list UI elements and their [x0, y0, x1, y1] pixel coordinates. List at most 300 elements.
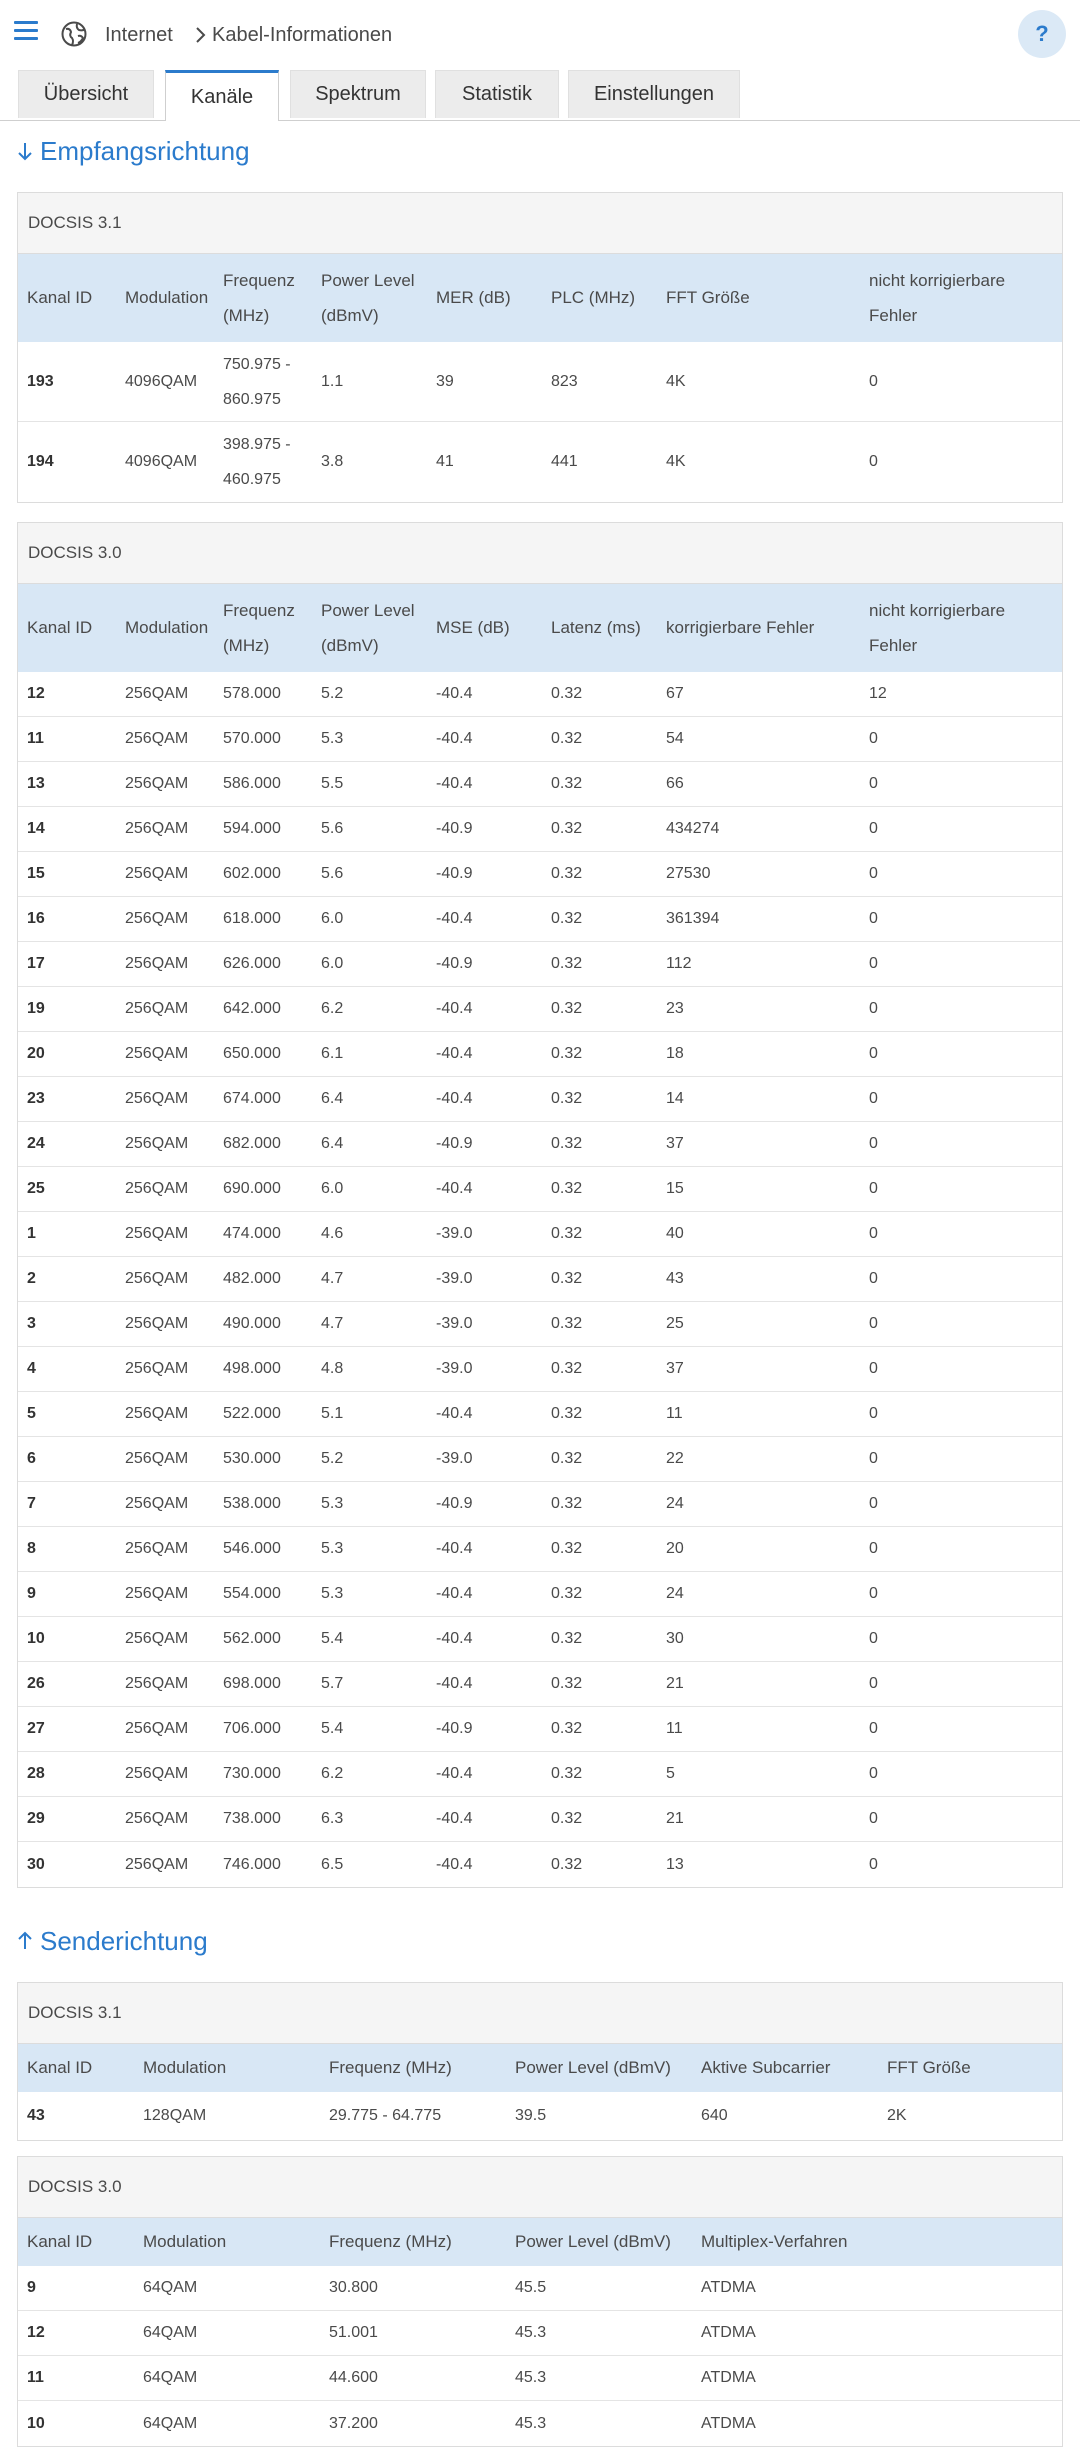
table-cell: 0.32 — [551, 1585, 583, 1602]
table-cell: 17 — [27, 955, 45, 972]
table-cell: 28 — [27, 1765, 45, 1782]
table-cell: 474.000 — [223, 1225, 281, 1242]
table-cell: -39.0 — [436, 1225, 473, 1242]
table-cell: -40.9 — [436, 820, 473, 837]
table-cell: 0.32 — [551, 775, 583, 792]
table-cell: 0.32 — [551, 1000, 583, 1017]
table-cell: 24 — [666, 1585, 684, 1602]
table-cell: 6 — [27, 1450, 36, 1467]
table-cell: 256QAM — [125, 730, 189, 747]
table-cell: 256QAM — [125, 1585, 189, 1602]
table-cell: 0 — [869, 1180, 878, 1197]
table-cell: 640 — [701, 2107, 728, 2124]
table-cell: 21 — [666, 1675, 684, 1692]
table-cell: 7 — [27, 1495, 36, 1512]
table-cell: -40.4 — [436, 730, 473, 747]
table-cell: 0.32 — [551, 865, 583, 882]
table-row — [18, 942, 1062, 987]
table-cell: 45.3 — [515, 2369, 547, 2386]
table-cell: 256QAM — [125, 1135, 189, 1152]
table-cell: 43 — [27, 2107, 45, 2124]
table-row — [18, 1572, 1062, 1617]
column-header: FFT Größe — [887, 2058, 971, 2077]
table-cell: 4.7 — [321, 1270, 344, 1287]
table-row — [18, 2401, 1062, 2446]
table-cell: -39.0 — [436, 1315, 473, 1332]
column-header: Frequenz (MHz) — [223, 271, 295, 325]
column-header: Frequenz (MHz) — [223, 601, 295, 655]
table-cell: 256QAM — [125, 1675, 189, 1692]
table-cell: 0.32 — [551, 1180, 583, 1197]
table-row — [18, 342, 1062, 422]
table-cell: 674.000 — [223, 1090, 281, 1107]
table-body — [18, 2092, 1062, 2140]
table-cell: 30 — [666, 1630, 684, 1647]
table-cell: 14 — [666, 1090, 684, 1107]
table-cell: -40.4 — [436, 1405, 473, 1422]
table-cell: 5.7 — [321, 1675, 344, 1692]
column-header: FFT Größe — [666, 288, 750, 307]
table-cell: 0 — [869, 1540, 878, 1557]
table-row — [18, 2311, 1062, 2356]
table-cell: 0 — [869, 1135, 878, 1152]
table-cell: 5.3 — [321, 1585, 344, 1602]
table-cell: 0 — [869, 955, 878, 972]
table-cell: 0 — [869, 730, 878, 747]
table-cell: 2K — [887, 2107, 907, 2124]
table-cell: 30.800 — [329, 2279, 378, 2296]
table-row — [18, 2356, 1062, 2401]
table-cell: -40.4 — [436, 1000, 473, 1017]
table-header — [18, 2218, 1062, 2266]
table-cell: 40 — [666, 1225, 684, 1242]
table-cell: 0 — [869, 1495, 878, 1512]
table-cell: 10 — [27, 2414, 45, 2432]
table-cell: 0.32 — [551, 1270, 583, 1287]
table-cell: -40.9 — [436, 865, 473, 882]
tab-kanaele[interactable]: Kanäle — [165, 70, 279, 121]
column-header: Modulation — [125, 618, 209, 637]
table-cell: 39.5 — [515, 2107, 547, 2124]
table-row — [18, 2266, 1062, 2311]
table-cell: 15 — [27, 865, 45, 882]
table-row — [18, 1347, 1062, 1392]
table-row — [18, 987, 1062, 1032]
table-cell: 9 — [27, 2279, 36, 2296]
table-cell: 25 — [27, 1180, 45, 1197]
column-header: Power Level (dBmV) — [321, 601, 415, 655]
table-body — [18, 342, 1062, 502]
column-header: Power Level (dBmV) — [515, 2058, 671, 2077]
table-cell: 361394 — [666, 910, 720, 927]
table-cell: 256QAM — [125, 1720, 189, 1737]
table-row — [18, 1482, 1062, 1527]
table-cell: 14 — [27, 820, 45, 837]
table-cell: 0 — [869, 1810, 878, 1827]
table-cell: 570.000 — [223, 730, 281, 747]
table-cell: 25 — [666, 1315, 684, 1332]
table-cell: 64QAM — [143, 2369, 198, 2386]
table-cell: 2 — [27, 1270, 36, 1287]
table-cell: ATDMA — [701, 2279, 756, 2296]
table-cell: 0.32 — [551, 910, 583, 927]
table-row — [18, 2092, 1062, 2140]
table-cell: 256QAM — [125, 1855, 189, 1873]
section-upstream-title: Senderichtung — [40, 1926, 208, 1956]
table-cell: 490.000 — [223, 1315, 281, 1332]
table-cell: 750.975 - 860.975 — [223, 355, 291, 408]
table-row — [18, 1617, 1062, 1662]
table-cell: -40.4 — [436, 1810, 473, 1827]
table-cell: 5 — [27, 1405, 36, 1422]
table-cell: 256QAM — [125, 775, 189, 792]
table-cell: -39.0 — [436, 1360, 473, 1377]
table-cell: 6.3 — [321, 1810, 344, 1827]
table-cell: 626.000 — [223, 955, 281, 972]
table-cell: -39.0 — [436, 1450, 473, 1467]
table-cell: -40.4 — [436, 1045, 473, 1062]
table-cell: 11 — [666, 1720, 683, 1737]
table-row — [18, 852, 1062, 897]
table-cell: 0 — [869, 453, 878, 470]
table-cell: 193 — [27, 372, 54, 390]
table-cell: 5.4 — [321, 1630, 344, 1647]
table-header — [18, 584, 1062, 672]
tab-einstellungen[interactable]: Einstellungen — [568, 70, 740, 118]
table-cell: 0 — [869, 1270, 878, 1287]
table-cell: 5.3 — [321, 730, 344, 747]
table-cell: 5.6 — [321, 865, 344, 882]
table-cell: 5 — [666, 1765, 675, 1782]
table-cell: 13 — [27, 775, 45, 792]
table-cell: 256QAM — [125, 820, 189, 837]
table-cell: 8 — [27, 1540, 36, 1557]
table-cell: 4096QAM — [125, 453, 198, 470]
group-title: DOCSIS 3.0 — [18, 522, 1062, 584]
table-cell: 3.8 — [321, 453, 344, 470]
table-cell: 51.001 — [329, 2324, 378, 2341]
table-cell: 0.32 — [551, 1855, 583, 1873]
table-cell: 12 — [869, 685, 887, 702]
table-cell: 642.000 — [223, 1000, 281, 1017]
column-header: MER (dB) — [436, 288, 511, 307]
table-cell: 30 — [27, 1855, 45, 1873]
table-cell: 6.5 — [321, 1855, 344, 1873]
table-cell: 0 — [869, 372, 878, 390]
table-cell: 441 — [551, 453, 578, 470]
table-cell: 6.0 — [321, 955, 344, 972]
table-cell: -40.4 — [436, 910, 473, 927]
table-cell: -40.4 — [436, 685, 473, 702]
table-cell: 5.2 — [321, 1450, 344, 1467]
table-cell: 11 — [27, 730, 44, 747]
table-cell: 0 — [869, 1045, 878, 1062]
column-header: Latenz (ms) — [551, 618, 641, 637]
table-cell: 0.32 — [551, 1675, 583, 1692]
table-row — [18, 1302, 1062, 1347]
top-bar — [0, 0, 1080, 70]
table-row — [18, 422, 1062, 502]
menu-icon[interactable] — [14, 21, 38, 41]
table-cell: 45.3 — [515, 2324, 547, 2341]
table-cell: 194 — [27, 453, 54, 470]
group-title: DOCSIS 3.1 — [18, 1982, 1062, 2044]
column-header: Modulation — [125, 288, 209, 307]
column-header: MSE (dB) — [436, 618, 510, 637]
table-cell: 5.4 — [321, 1720, 344, 1737]
table-cell: 4.6 — [321, 1225, 344, 1242]
table-cell: 256QAM — [125, 1315, 189, 1332]
table-cell: 398.975 - 460.975 — [223, 436, 291, 488]
column-header: nicht korrigierbare Fehler — [869, 601, 1006, 655]
table-cell: -40.4 — [436, 1180, 473, 1197]
table-cell: 0 — [869, 1315, 878, 1332]
table-cell: 618.000 — [223, 910, 281, 927]
table-cell: 66 — [666, 775, 684, 792]
table-cell: 256QAM — [125, 865, 189, 882]
table-cell: 0 — [869, 1225, 878, 1242]
table-cell: 256QAM — [125, 685, 189, 702]
table-cell: 128QAM — [143, 2107, 207, 2124]
table-cell: 546.000 — [223, 1540, 281, 1557]
table-cell: 0.32 — [551, 1135, 583, 1152]
table-cell: 22 — [666, 1450, 684, 1467]
table-cell: -40.4 — [436, 1585, 473, 1602]
table-cell: 0 — [869, 1630, 878, 1647]
table-cell: 64QAM — [143, 2324, 198, 2341]
table-cell: 530.000 — [223, 1450, 281, 1467]
column-header: Kanal ID — [27, 2232, 93, 2251]
table-cell: 256QAM — [125, 1225, 189, 1242]
table-cell: 0.32 — [551, 955, 583, 972]
table-cell: -40.9 — [436, 955, 473, 972]
table-cell: 0.32 — [551, 1720, 583, 1737]
table-cell: 256QAM — [125, 1000, 189, 1017]
table-cell: 0 — [869, 1450, 878, 1467]
table-row — [18, 1437, 1062, 1482]
table-cell: 0.32 — [551, 1225, 583, 1242]
table-cell: 6.4 — [321, 1135, 344, 1152]
table-cell: 24 — [666, 1495, 684, 1512]
column-header: Power Level (dBmV) — [515, 2232, 671, 2251]
downstream-docsis30-table — [17, 522, 1063, 1888]
table-cell: 0 — [869, 1000, 878, 1017]
table-cell: 0.32 — [551, 820, 583, 837]
table-cell: 0 — [869, 1585, 878, 1602]
table-cell: -40.9 — [436, 1495, 473, 1512]
table-cell: 0.32 — [551, 1450, 583, 1467]
table-cell: 37 — [666, 1135, 684, 1152]
column-header: Multiplex-Verfahren — [701, 2232, 848, 2251]
table-cell: 6.0 — [321, 910, 344, 927]
table-cell: 13 — [666, 1855, 684, 1873]
table-cell: 4096QAM — [125, 372, 198, 390]
table-cell: 482.000 — [223, 1270, 281, 1287]
table-cell: 24 — [27, 1135, 45, 1152]
table-cell: 682.000 — [223, 1135, 281, 1152]
tab-uebersicht[interactable]: Übersicht — [18, 70, 154, 118]
table-row — [18, 1257, 1062, 1302]
column-header: Kanal ID — [27, 288, 93, 307]
downstream-docsis31-table — [17, 192, 1063, 503]
column-header: Modulation — [143, 2058, 227, 2077]
table-cell: 256QAM — [125, 1090, 189, 1107]
table-cell: 23 — [27, 1090, 45, 1107]
table-cell: 54 — [666, 730, 684, 747]
table-cell: 0.32 — [551, 1360, 583, 1377]
table-cell: 538.000 — [223, 1495, 281, 1512]
table-header — [18, 254, 1062, 342]
table-cell: 5.3 — [321, 1540, 344, 1557]
table-cell: 4.7 — [321, 1315, 344, 1332]
table-cell: 0.32 — [551, 1540, 583, 1557]
table-cell: 5.2 — [321, 685, 344, 702]
column-header: Power Level (dBmV) — [321, 271, 415, 325]
table-cell: 26 — [27, 1675, 45, 1692]
column-header: PLC (MHz) — [551, 288, 636, 307]
table-cell: 256QAM — [125, 1450, 189, 1467]
table-cell: -40.4 — [436, 1675, 473, 1692]
table-cell: -40.4 — [436, 1090, 473, 1107]
section-downstream-title: Empfangsrichtung — [40, 136, 250, 166]
table-cell: 0 — [869, 1675, 878, 1692]
table-cell: 0 — [869, 1765, 878, 1782]
table-cell: 16 — [27, 910, 45, 927]
table-cell: 64QAM — [143, 2279, 198, 2296]
table-cell: 0.32 — [551, 1630, 583, 1647]
page-title: Kabel-Informationen — [212, 24, 393, 46]
table-cell: 23 — [666, 1000, 684, 1017]
table-row — [18, 1752, 1062, 1797]
table-cell: 586.000 — [223, 775, 281, 792]
table-row — [18, 1392, 1062, 1437]
table-cell: 6.2 — [321, 1000, 344, 1017]
table-cell: 5.5 — [321, 775, 344, 792]
table-cell: -40.4 — [436, 1540, 473, 1557]
tab-spektrum[interactable]: Spektrum — [290, 70, 426, 118]
table-cell: 602.000 — [223, 865, 281, 882]
table-cell: 44.600 — [329, 2369, 378, 2386]
table-cell: 256QAM — [125, 1270, 189, 1287]
table-cell: 256QAM — [125, 1360, 189, 1377]
table-cell: 0.32 — [551, 1405, 583, 1422]
table-cell: 698.000 — [223, 1675, 281, 1692]
table-row — [18, 807, 1062, 852]
table-cell: 0 — [869, 1090, 878, 1107]
table-cell: 0.32 — [551, 730, 583, 747]
help-button[interactable]: ? — [1018, 10, 1066, 58]
table-cell: -40.4 — [436, 775, 473, 792]
table-cell: 41 — [436, 453, 454, 470]
table-cell: ATDMA — [701, 2324, 756, 2341]
table-cell: 650.000 — [223, 1045, 281, 1062]
table-body — [18, 672, 1062, 1887]
table-cell: 746.000 — [223, 1855, 281, 1873]
table-cell: 112 — [666, 955, 692, 972]
table-cell: 0.32 — [551, 1495, 583, 1512]
table-row — [18, 1032, 1062, 1077]
table-cell: 5.3 — [321, 1495, 344, 1512]
table-cell: -40.4 — [436, 1855, 473, 1873]
arrow-down-icon — [16, 140, 34, 162]
table-row — [18, 717, 1062, 762]
table-cell: ATDMA — [701, 2369, 756, 2386]
table-cell: 64QAM — [143, 2414, 198, 2432]
table-cell: 11 — [666, 1405, 683, 1422]
table-cell: 0.32 — [551, 1765, 583, 1782]
table-row — [18, 1842, 1062, 1887]
section-upstream — [16, 1924, 208, 1958]
table-cell: 256QAM — [125, 1540, 189, 1557]
table-cell: -40.4 — [436, 1630, 473, 1647]
table-cell: 256QAM — [125, 1765, 189, 1782]
table-cell: 0 — [869, 820, 878, 837]
column-header: Frequenz (MHz) — [329, 2058, 452, 2077]
table-cell: 20 — [666, 1540, 684, 1557]
table-cell: 738.000 — [223, 1810, 281, 1827]
table-cell: 21 — [666, 1810, 684, 1827]
table-cell: 20 — [27, 1045, 45, 1062]
upstream-docsis30-table — [17, 2156, 1063, 2447]
column-header: Kanal ID — [27, 2058, 93, 2077]
table-cell: 823 — [551, 372, 578, 390]
table-cell: 0 — [869, 1405, 878, 1422]
table-row — [18, 672, 1062, 717]
table-row — [18, 1167, 1062, 1212]
globe-icon — [60, 20, 88, 48]
table-cell: -40.9 — [436, 1135, 473, 1152]
table-row — [18, 1707, 1062, 1752]
table-cell: 0.32 — [551, 1810, 583, 1827]
table-cell: 578.000 — [223, 685, 281, 702]
table-cell: 706.000 — [223, 1720, 281, 1737]
column-header: korrigierbare Fehler — [666, 618, 815, 637]
tab-statistik[interactable]: Statistik — [435, 70, 559, 118]
table-row — [18, 1212, 1062, 1257]
table-row — [18, 1527, 1062, 1572]
column-header: Aktive Subcarrier — [701, 2058, 831, 2077]
table-cell: 0.32 — [551, 1090, 583, 1107]
table-cell: 39 — [436, 372, 454, 390]
table-cell: 37 — [666, 1360, 684, 1377]
table-cell: 0 — [869, 910, 878, 927]
section-downstream — [16, 134, 250, 168]
table-cell: 256QAM — [125, 1810, 189, 1827]
table-cell: 27530 — [666, 865, 711, 882]
table-cell: 256QAM — [125, 1495, 189, 1512]
table-cell: 554.000 — [223, 1585, 281, 1602]
table-cell: 18 — [666, 1045, 684, 1062]
table-row — [18, 1122, 1062, 1167]
table-cell: 434274 — [666, 820, 720, 837]
table-cell: 45.5 — [515, 2279, 547, 2296]
table-cell: 43 — [666, 1270, 684, 1287]
table-cell: 3 — [27, 1315, 36, 1332]
table-cell: ATDMA — [701, 2414, 756, 2432]
upstream-docsis31-table — [17, 1982, 1063, 2141]
table-cell: 0.32 — [551, 1315, 583, 1332]
table-cell: 4K — [666, 453, 686, 470]
table-header — [18, 2044, 1062, 2092]
column-header: Kanal ID — [27, 618, 93, 637]
breadcrumb-internet[interactable]: Internet — [105, 24, 173, 46]
table-cell: 29 — [27, 1810, 45, 1827]
column-header: Frequenz (MHz) — [329, 2232, 452, 2251]
table-cell: 256QAM — [125, 1180, 189, 1197]
table-cell: 1 — [27, 1225, 36, 1242]
table-cell: 4K — [666, 372, 686, 390]
table-cell: 29.775 - 64.775 — [329, 2107, 442, 2124]
